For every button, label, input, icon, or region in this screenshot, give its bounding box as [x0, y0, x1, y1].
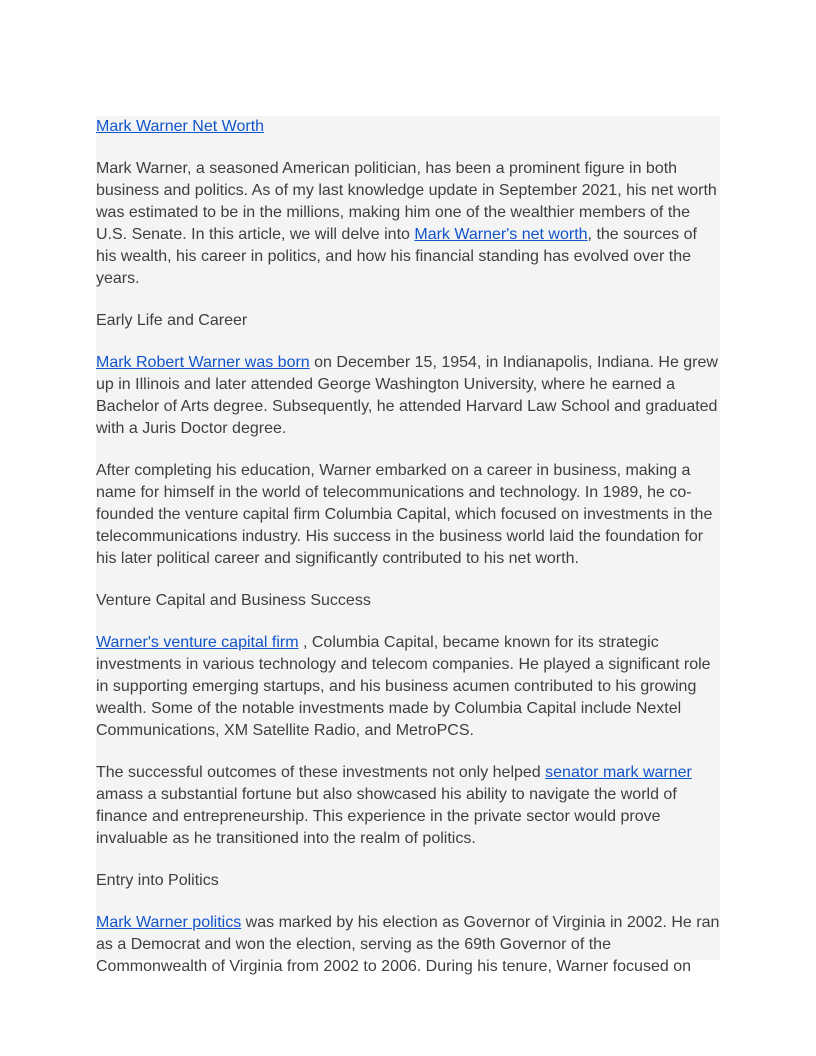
heading-early-life: Early Life and Career — [96, 312, 248, 329]
outcomes-paragraph — [96, 762, 720, 850]
birth-paragraph — [96, 352, 720, 440]
outcomes-text-after: amass a substantial fortune but also showcased his ability to navigate the world of finance and entrepreneurship. This experience in the private sector would prove invaluable as he transitioned into the realm of politics. — [96, 786, 677, 847]
heading-entry-politics: Entry into Politics — [96, 872, 219, 889]
politics-link[interactable]: Mark Warner politics — [96, 914, 242, 931]
venture-paragraph — [96, 632, 720, 742]
politics-paragraph — [96, 912, 720, 978]
title-paragraph — [96, 116, 720, 138]
heading-venture-capital: Venture Capital and Business Success — [96, 592, 371, 609]
born-link[interactable]: Mark Robert Warner was born — [96, 354, 310, 371]
venture-text: , Columbia Capital, became known for its strategic investments in various technology and telecom companies. He played a significant role in supporting emerging startups, and his business acumen contributed to his growing wealth. Some of the notable investments made by Columbia Capital include Nextel Communications, XM Satellite Radio, and MetroPCS. — [96, 634, 711, 739]
outcomes-text-before: The successful outcomes of these investments not only helped — [96, 764, 546, 781]
intro-text-before: Mark Warner, a seasoned American politician, has been a prominent figure in both business and politics. As of my last knowledge update in September 2021, his net worth was estimated to be in the millions, making him one of the wealthier members of the U.S. Senate. In this article, we will delve into — [96, 160, 717, 243]
intro-text-after: , the sources of his wealth, his career in politics, and how his financial standing has evolved over the years. — [96, 226, 697, 287]
intro-paragraph — [96, 158, 720, 290]
birth-text: on December 15, 1954, in Indianapolis, Indiana. He grew up in Illinois and later attended George Washington University, where he earned a Bachelor of Arts degree. Subsequently, he attended Harvard Law School and graduated with a Juris Doctor degree. — [96, 354, 718, 437]
article-body — [96, 116, 720, 975]
title-link[interactable]: Mark Warner Net Worth — [96, 118, 265, 135]
politics-text: was marked by his election as Governor of Virginia in 2002. He ran as a Democrat and won the election, serving as the 69th Governor of the Commonwealth of Virginia from 2002 to 2006. During his tenure, Warner focused on — [96, 914, 720, 975]
career-paragraph: After completing his education, Warner embarked on a career in business, making a name for himself in the world of telecommunications and technology. In 1989, he co-founded the venture capital firm Columbia Capital, which focused on investments in the telecommunications industry. His success in the business world laid the foundation for his later political career and significantly contributed to his net worth. — [96, 462, 713, 567]
net-worth-link[interactable]: Mark Warner's net worth — [414, 226, 588, 243]
venture-firm-link[interactable]: Warner's venture capital firm — [96, 634, 299, 651]
senator-link[interactable]: senator mark warner — [545, 764, 692, 781]
